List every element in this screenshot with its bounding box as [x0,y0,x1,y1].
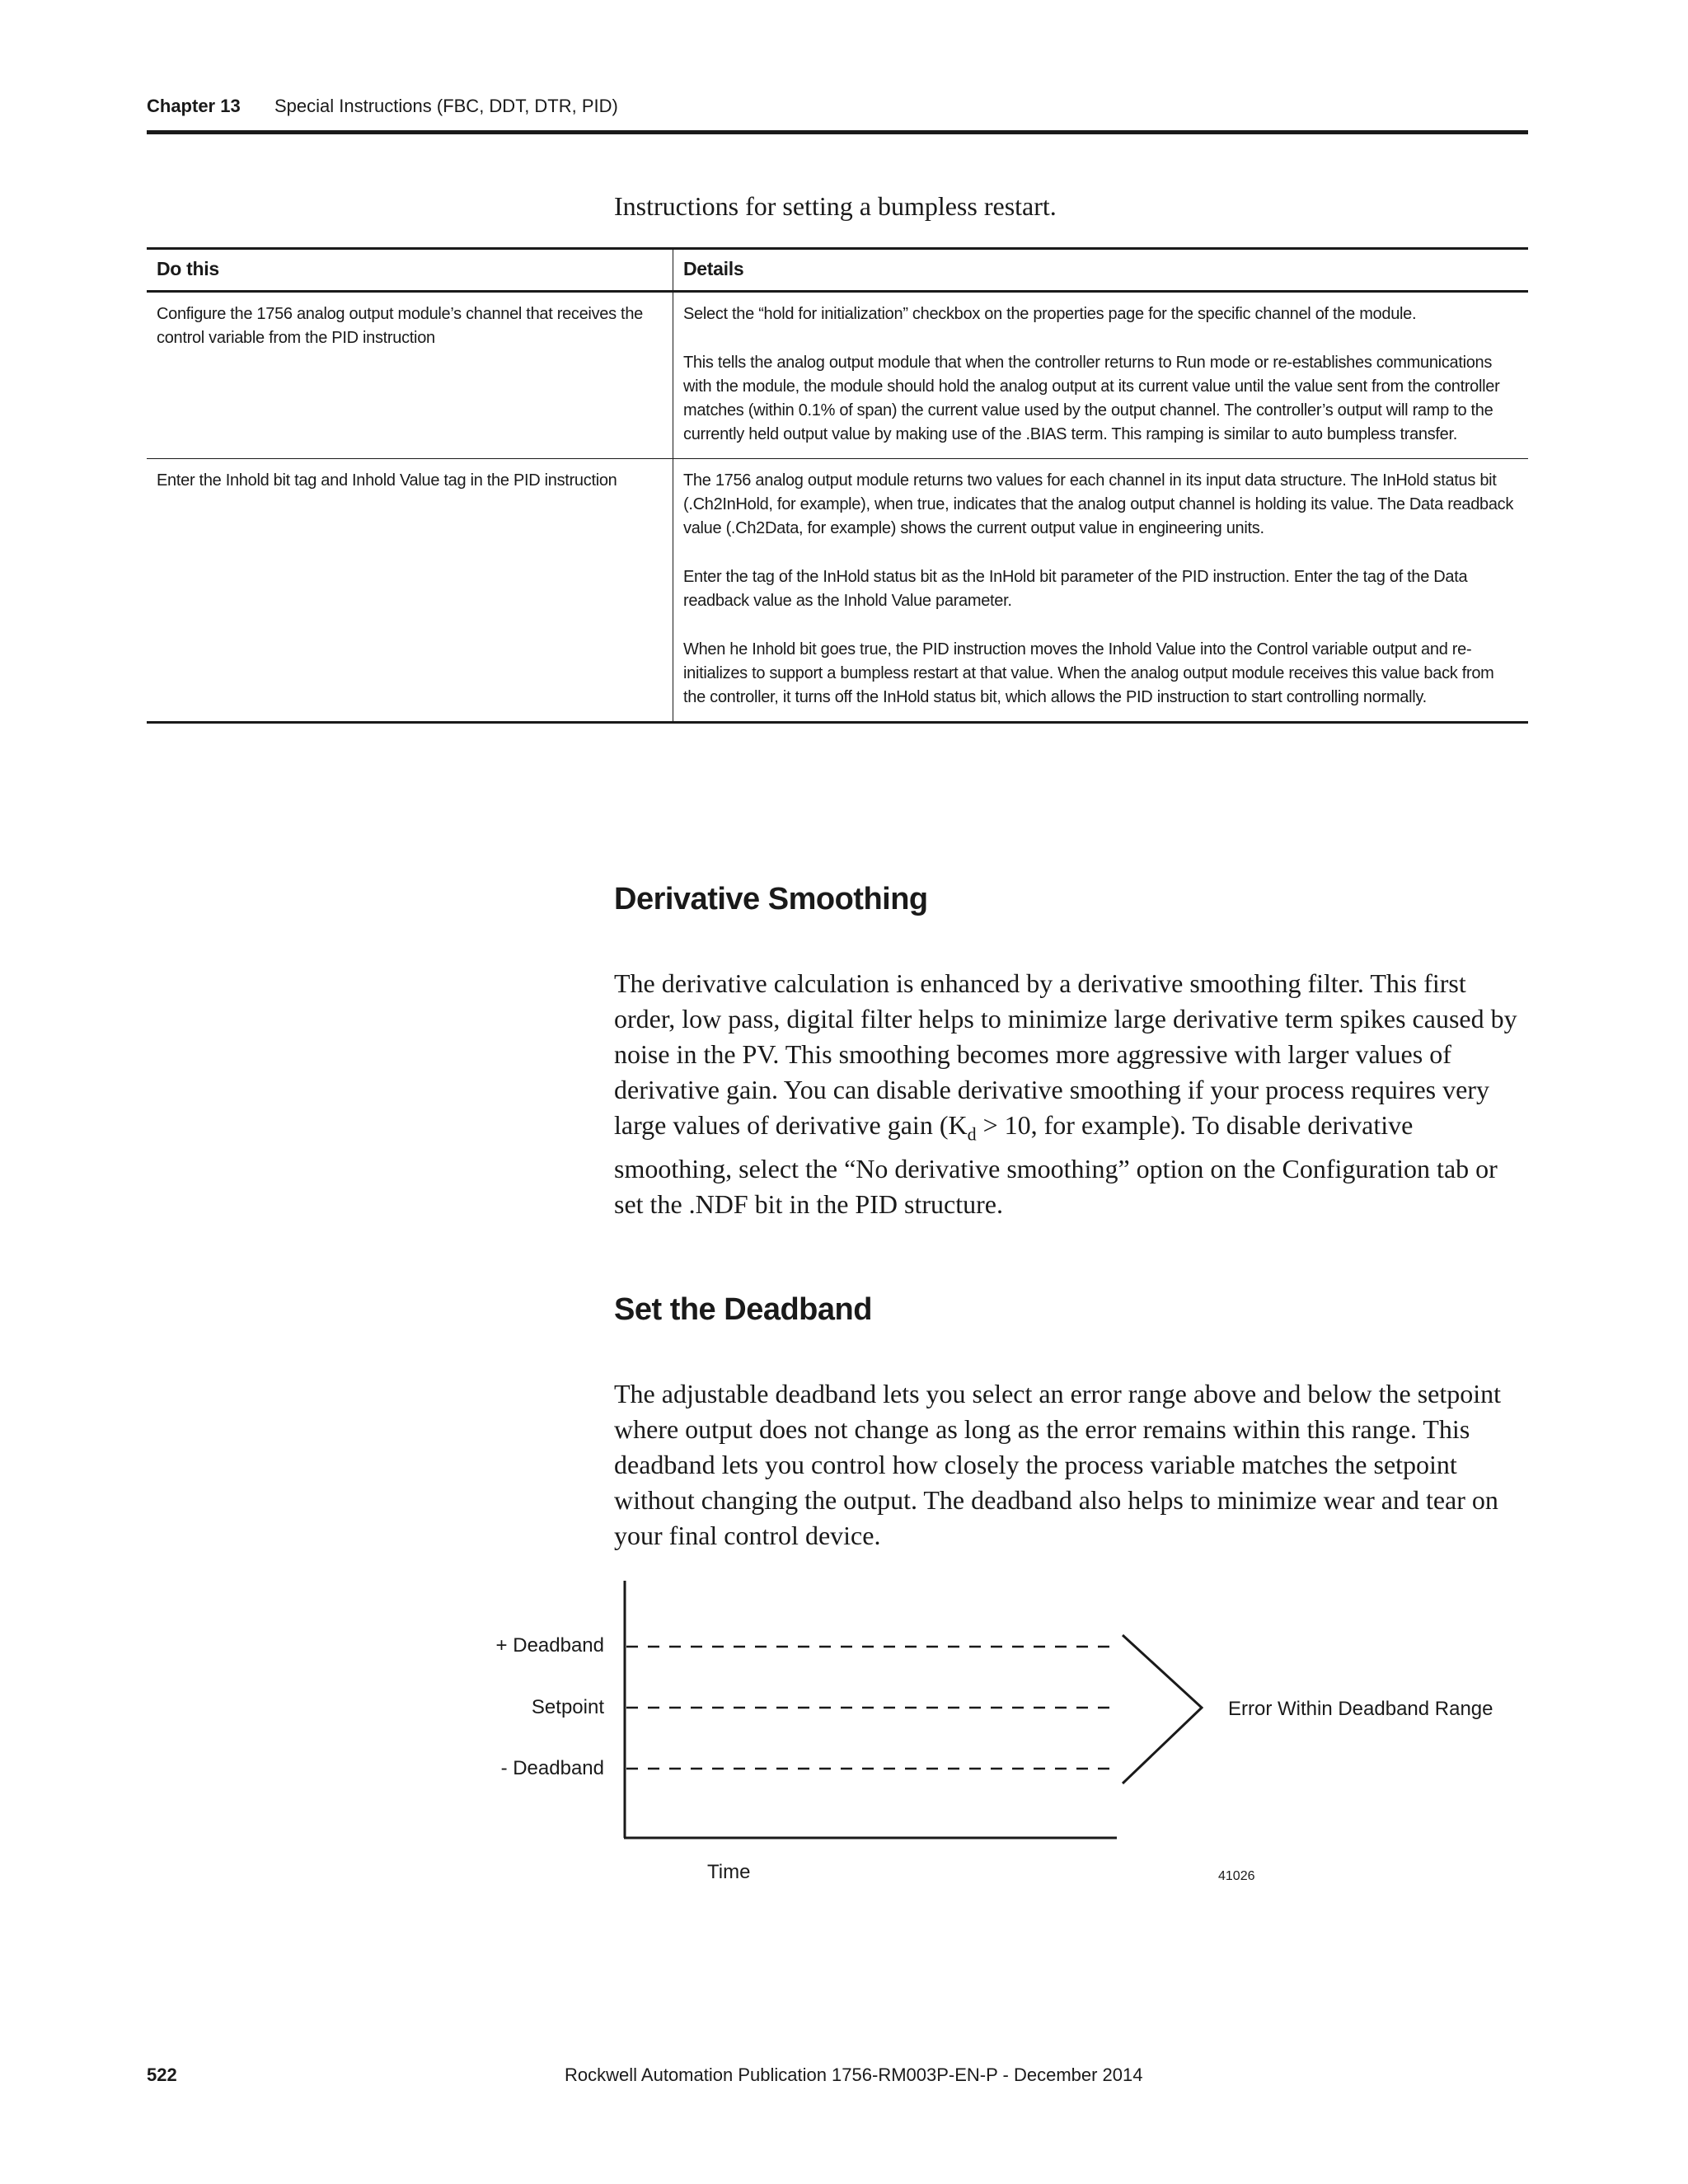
page-header [147,92,1528,134]
header-rule [147,130,1528,134]
table-row [147,292,1528,459]
table-header-row [147,249,1528,292]
details-paragraph: Select the “hold for initialization” checkbox on the properties page for the specific channel of the module. [683,305,1417,323]
bumpless-restart-table [147,247,1528,724]
minus-deadband-label: - Deadband [500,1757,604,1779]
kd-subscript: d [967,1123,977,1145]
table-cell-details [673,459,1529,723]
table-row [147,459,1528,723]
deadband-heading: Set the Deadband [614,1292,872,1327]
derivative-smoothing-body [614,966,1533,1222]
derivative-body-part1: The derivative calculation is enhanced by a derivative smoothing filter. This first order, low pass, digital filter helps to minimize large derivative term spikes caused by noise in the PV. This smoothing becomes more aggressive with larger values of derivative gain. You can disable derivative smoothing if your process requires very large values of derivative gain (K [614,968,1517,1140]
table-cell-details [673,292,1529,459]
column-header-details: Details [673,249,1529,292]
plus-deadband-label: + Deadband [495,1634,604,1657]
details-paragraph: The 1756 analog output module returns two values for each channel in its input data structure. The InHold status bit (.Ch2InHold, for example), when true, indicates that the analog output channel is holding its value. The Data readback value (.Ch2Data, for example) shows the current output value in engineering units. [683,471,1514,537]
column-header-do-this: Do this [147,249,673,292]
deadband-range-label: Error Within Deadband Range [1228,1698,1493,1720]
time-axis-label: Time [707,1861,751,1883]
setpoint-label: Setpoint [531,1696,604,1718]
derivative-smoothing-heading: Derivative Smoothing [614,882,928,916]
details-paragraph: This tells the analog output module that when the controller returns to Run mode or re-establishes communications with the module, the module should hold the analog output at its current value until the value sent from the controller matches (within 0.1% of span) the current value used by the output channel. The controller’s output will ramp to the currently held output value by making use of the .BIAS term. This ramping is similar to auto bumpless transfer. [683,354,1500,443]
page-number: 522 [147,2064,177,2085]
derivative-body-part2: > 10, for example). To disable derivative smoothing, select the “No derivative smoothing” option on the Configuration tab or set the .NDF bit in the PID structure. [614,1110,1498,1220]
deadband-diagram [0,1566,1688,1912]
chapter-title: Special Instructions (FBC, DDT, DTR, PID) [274,96,618,116]
details-paragraph: Enter the tag of the InHold status bit as the InHold bit parameter of the PID instruction. Enter the tag of the Data readback value as the Inhold Value parameter. [683,568,1468,610]
deadband-diagram-svg [0,1566,1688,1912]
table-caption: Instructions for setting a bumpless restart. [614,191,1057,221]
figure-number: 41026 [1218,1869,1255,1883]
deadband-range-bracket [1123,1635,1202,1783]
table-cell-do: Configure the 1756 analog output module’s channel that receives the control variable from the PID instruction [147,292,673,459]
details-paragraph: When he Inhold bit goes true, the PID instruction moves the Inhold Value into the Control variable output and re-initializes to support a bumpless restart at that value. When the analog output module receives this value back from the controller, it turns off the InHold status bit, which allows the PID instruction to start controlling normally. [683,640,1494,706]
chapter-label: Chapter 13 [147,96,241,116]
table-cell-do: Enter the Inhold bit tag and Inhold Value tag in the PID instruction [147,459,673,723]
publication-info: Rockwell Automation Publication 1756-RM003P-EN-P - December 2014 [565,2064,1143,2085]
deadband-body: The adjustable deadband lets you select an error range above and below the setpoint where output does not change as long as the error remains within this range. This deadband lets you control how closely the process variable matches the setpoint without changing the output. The deadband also helps to minimize wear and tear on your final control device. [614,1379,1502,1550]
